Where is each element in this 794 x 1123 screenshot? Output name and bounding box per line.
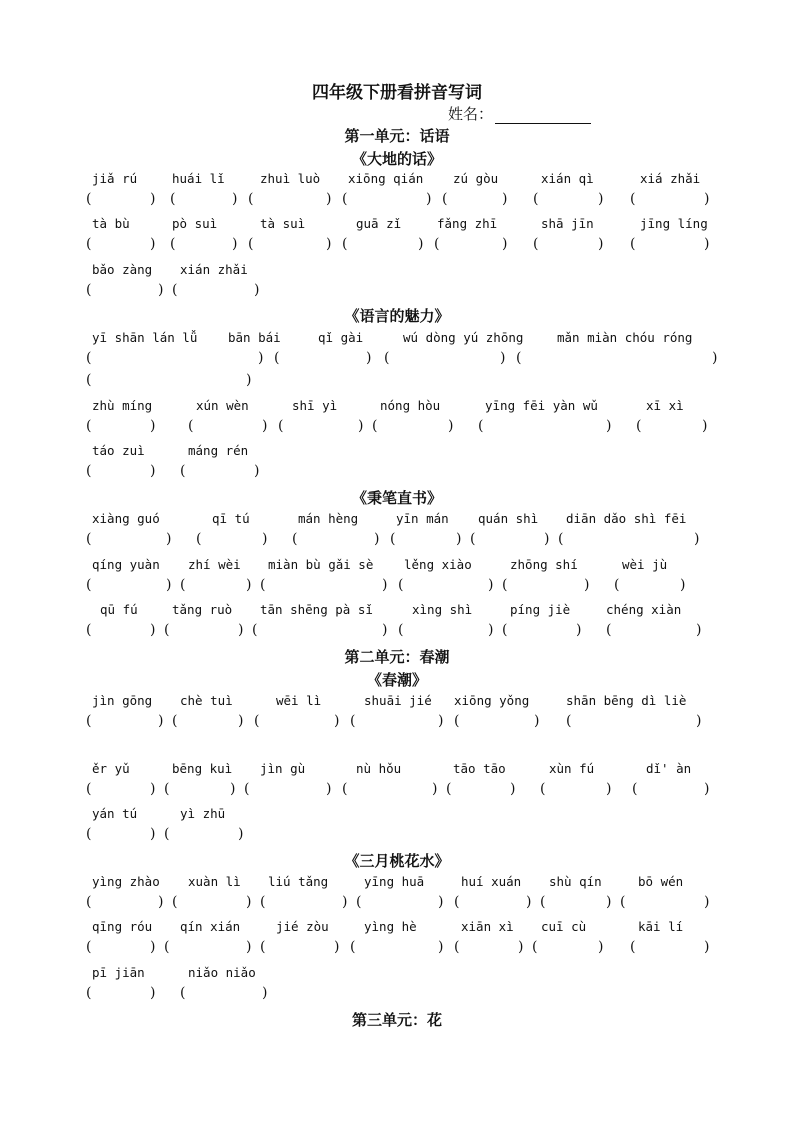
answer-blank-open: ( [86, 939, 92, 955]
pinyin-row [0, 262, 794, 282]
answer-blank-close: ) [166, 531, 172, 547]
pinyin-word: liú tǎng [268, 874, 329, 889]
answer-blank-open: ( [372, 418, 378, 434]
pinyin-word: cuī cù [541, 919, 587, 934]
pinyin-word: mán hèng [298, 511, 359, 526]
pinyin-word: xián zhǎi [180, 262, 248, 277]
answer-blank-close: ) [696, 713, 702, 729]
answer-blank-close: ) [606, 894, 612, 910]
answer-blank-open: ( [86, 463, 92, 479]
answer-blank-close: ) [238, 826, 244, 842]
answer-row [0, 939, 794, 959]
answer-blank-close: ) [526, 894, 532, 910]
answer-blank-close: ) [702, 418, 708, 434]
answer-blank-open: ( [454, 939, 460, 955]
pinyin-word: qī tú [212, 511, 250, 526]
answer-blank-close: ) [704, 939, 710, 955]
answer-blank-close: ) [158, 713, 164, 729]
answer-blank-close: ) [232, 191, 238, 207]
pinyin-word: xiōng yǒng [454, 693, 530, 708]
answer-blank-open: ( [398, 622, 404, 638]
pinyin-word: guā zǐ [356, 216, 402, 231]
answer-blank-close: ) [576, 622, 582, 638]
answer-blank-close: ) [326, 236, 332, 252]
pinyin-word: tǎng ruò [172, 602, 233, 617]
answer-blank-open: ( [292, 531, 298, 547]
answer-blank-open: ( [350, 939, 356, 955]
pinyin-word: tān shēng pà sǐ [260, 602, 373, 617]
answer-blank-open: ( [342, 191, 348, 207]
answer-blank-close: ) [258, 350, 264, 366]
pinyin-word: qín xián [180, 919, 241, 934]
answer-blank-open: ( [86, 713, 92, 729]
pinyin-word: pò suì [172, 216, 218, 231]
lesson-title: 《语言的魅力》 [344, 307, 450, 325]
answer-blank-open: ( [566, 713, 572, 729]
answer-blank-close: ) [712, 350, 718, 366]
answer-blank-close: ) [334, 939, 340, 955]
pinyin-word: shī yì [292, 398, 338, 413]
pinyin-word: jiǎ rú [92, 171, 138, 186]
pinyin-word: qǐ gài [318, 330, 364, 345]
answer-blank-open: ( [398, 577, 404, 593]
pinyin-row [0, 216, 794, 236]
pinyin-word: dǐ' àn [646, 761, 692, 776]
pinyin-word: tà suì [260, 216, 306, 231]
answer-blank-open: ( [342, 236, 348, 252]
answer-blank-open: ( [516, 350, 522, 366]
pinyin-row [0, 171, 794, 191]
pinyin-word: jié zòu [276, 919, 329, 934]
answer-blank-close: ) [382, 577, 388, 593]
answer-blank-open: ( [86, 622, 92, 638]
lesson-title: 《春潮》 [366, 671, 427, 689]
answer-blank-close: ) [694, 531, 700, 547]
answer-blank-open: ( [630, 236, 636, 252]
pinyin-word: xùn fú [549, 761, 595, 776]
answer-blank-close: ) [254, 282, 260, 298]
pinyin-word: huái lǐ [172, 171, 225, 186]
answer-blank-open: ( [632, 781, 638, 797]
answer-blank-open: ( [86, 282, 92, 298]
answer-row [0, 531, 794, 551]
answer-blank-close: ) [230, 781, 236, 797]
answer-blank-close: ) [704, 191, 710, 207]
pinyin-row [0, 398, 794, 418]
answer-blank-close: ) [150, 781, 156, 797]
answer-blank-close: ) [166, 577, 172, 593]
answer-blank-close: ) [246, 939, 252, 955]
answer-blank-close: ) [158, 894, 164, 910]
pinyin-row [0, 806, 794, 826]
pinyin-row [0, 330, 794, 350]
answer-blank-close: ) [326, 191, 332, 207]
pinyin-word: jìn gù [260, 761, 306, 776]
answer-blank-close: ) [150, 236, 156, 252]
answer-blank-open: ( [180, 985, 186, 1001]
answer-row [0, 713, 794, 733]
answer-blank-open: ( [86, 350, 92, 366]
answer-row [0, 191, 794, 211]
answer-blank-open: ( [442, 191, 448, 207]
answer-blank-close: ) [680, 577, 686, 593]
pinyin-word: xuàn lì [188, 874, 241, 889]
answer-blank-open: ( [188, 418, 194, 434]
pinyin-word: miàn bù gǎi sè [268, 557, 374, 572]
pinyin-word: xián qì [541, 171, 594, 186]
pinyin-word: yīng fēi yàn wǔ [485, 398, 598, 413]
answer-blank-open: ( [630, 939, 636, 955]
pinyin-row [0, 919, 794, 939]
answer-blank-open: ( [164, 826, 170, 842]
answer-blank-open: ( [244, 781, 250, 797]
answer-blank-close: ) [246, 372, 252, 388]
answer-blank-close: ) [158, 282, 164, 298]
answer-blank-open: ( [86, 985, 92, 1001]
answer-blank-open: ( [260, 577, 266, 593]
answer-blank-close: ) [382, 622, 388, 638]
answer-blank-close: ) [488, 577, 494, 593]
pinyin-word: kāi lí [638, 919, 684, 934]
answer-blank-open: ( [164, 939, 170, 955]
answer-blank-close: ) [704, 236, 710, 252]
pinyin-word: bō wén [638, 874, 684, 889]
answer-blank-open: ( [502, 577, 508, 593]
answer-blank-open: ( [384, 350, 390, 366]
lesson-title: 《三月桃花水》 [344, 852, 450, 870]
pinyin-word: pī jiān [92, 965, 145, 980]
answer-blank-close: ) [150, 939, 156, 955]
answer-blank-open: ( [164, 781, 170, 797]
answer-blank-close: ) [438, 713, 444, 729]
answer-blank-open: ( [532, 939, 538, 955]
answer-blank-close: ) [342, 894, 348, 910]
pinyin-word: huí xuán [461, 874, 522, 889]
answer-blank-open: ( [86, 826, 92, 842]
answer-blank-close: ) [438, 894, 444, 910]
pinyin-word: bān bái [228, 330, 281, 345]
answer-blank-close: ) [584, 577, 590, 593]
pinyin-word: wú dòng yú zhōng [403, 330, 524, 345]
answer-blank-open: ( [172, 894, 178, 910]
pinyin-word: píng jiè [510, 602, 571, 617]
name-field [448, 103, 591, 124]
answer-blank-open: ( [170, 236, 176, 252]
pinyin-row [0, 557, 794, 577]
answer-blank-open: ( [558, 531, 564, 547]
answer-blank-close: ) [704, 894, 710, 910]
answer-blank-open: ( [172, 282, 178, 298]
pinyin-word: shān bēng dì liè [566, 693, 687, 708]
name-blank[interactable] [495, 109, 591, 124]
answer-blank-open: ( [350, 713, 356, 729]
answer-blank-close: ) [500, 350, 506, 366]
answer-blank-close: ) [150, 985, 156, 1001]
answer-blank-open: ( [252, 622, 258, 638]
pinyin-word: yìng hè [364, 919, 417, 934]
pinyin-word: diān dǎo shì fēi [566, 511, 687, 526]
pinyin-word: chè tuì [180, 693, 233, 708]
pinyin-word: xiá zhǎi [640, 171, 701, 186]
lesson-title: 《秉笔直书》 [351, 489, 442, 507]
answer-blank-close: ) [150, 418, 156, 434]
pinyin-word: bēng kuì [172, 761, 233, 776]
answer-blank-open: ( [180, 577, 186, 593]
pinyin-word: jīng líng [640, 216, 708, 231]
answer-row [0, 577, 794, 597]
pinyin-word: yán tú [92, 806, 138, 821]
pinyin-word: qíng yuàn [92, 557, 160, 572]
answer-blank-open: ( [172, 713, 178, 729]
answer-blank-open: ( [86, 236, 92, 252]
pinyin-word: mǎn miàn chóu róng [557, 330, 693, 345]
pinyin-word: xī xì [646, 398, 684, 413]
answer-blank-open: ( [86, 418, 92, 434]
pinyin-word: tāo tāo [453, 761, 506, 776]
answer-blank-open: ( [164, 622, 170, 638]
answer-blank-close: ) [246, 894, 252, 910]
answer-blank-open: ( [390, 531, 396, 547]
pinyin-row [0, 965, 794, 985]
answer-blank-close: ) [150, 826, 156, 842]
answer-blank-close: ) [426, 191, 432, 207]
pinyin-word: yīng huā [364, 874, 425, 889]
pinyin-word: shù qín [549, 874, 602, 889]
answer-blank-close: ) [598, 191, 604, 207]
pinyin-word: zhù míng [92, 398, 153, 413]
unit-heading: 第一单元：话语 [344, 127, 450, 145]
answer-blank-close: ) [502, 191, 508, 207]
pinyin-word: shā jīn [541, 216, 594, 231]
pinyin-word: xún wèn [196, 398, 249, 413]
pinyin-word: táo zuì [92, 443, 145, 458]
answer-blank-open: ( [478, 418, 484, 434]
answer-blank-close: ) [334, 713, 340, 729]
answer-blank-open: ( [434, 236, 440, 252]
answer-blank-open: ( [470, 531, 476, 547]
answer-blank-open: ( [86, 372, 92, 388]
answer-blank-open: ( [248, 236, 254, 252]
answer-blank-close: ) [238, 622, 244, 638]
name-label: 姓名： [448, 105, 494, 123]
pinyin-row [0, 761, 794, 781]
pinyin-row [0, 602, 794, 622]
answer-blank-open: ( [278, 418, 284, 434]
pinyin-word: xiōng qián [348, 171, 424, 186]
answer-blank-close: ) [606, 781, 612, 797]
pinyin-word: xiàng guó [92, 511, 160, 526]
answer-blank-open: ( [86, 894, 92, 910]
answer-blank-close: ) [326, 781, 332, 797]
answer-blank-open: ( [196, 531, 202, 547]
answer-blank-open: ( [454, 713, 460, 729]
answer-row [0, 418, 794, 438]
answer-blank-close: ) [448, 418, 454, 434]
answer-blank-close: ) [696, 622, 702, 638]
pinyin-word: zhuì luò [260, 171, 321, 186]
pinyin-word: tà bù [92, 216, 130, 231]
answer-row [0, 372, 794, 392]
answer-blank-open: ( [533, 191, 539, 207]
answer-blank-close: ) [544, 531, 550, 547]
page-title: 四年级下册看拼音写词 [312, 83, 482, 103]
answer-row [0, 894, 794, 914]
pinyin-word: xiān xì [461, 919, 514, 934]
answer-blank-close: ) [150, 463, 156, 479]
answer-blank-open: ( [254, 713, 260, 729]
answer-blank-close: ) [238, 713, 244, 729]
answer-row [0, 282, 794, 302]
pinyin-word: chéng xiàn [606, 602, 682, 617]
answer-blank-close: ) [488, 622, 494, 638]
answer-blank-close: ) [366, 350, 372, 366]
pinyin-word: qū fú [100, 602, 138, 617]
answer-blank-close: ) [254, 463, 260, 479]
pinyin-word: yī shān lán lǚ [92, 330, 198, 345]
answer-blank-close: ) [150, 191, 156, 207]
answer-blank-open: ( [248, 191, 254, 207]
answer-row [0, 622, 794, 642]
pinyin-word: yìng zhào [92, 874, 160, 889]
answer-blank-open: ( [630, 191, 636, 207]
pinyin-word: fǎng zhī [437, 216, 498, 231]
answer-blank-close: ) [518, 939, 524, 955]
unit-heading: 第二单元：春潮 [344, 648, 450, 666]
pinyin-row [0, 511, 794, 531]
answer-blank-close: ) [456, 531, 462, 547]
pinyin-word: shuāi jié [364, 693, 432, 708]
answer-blank-open: ( [86, 191, 92, 207]
answer-blank-close: ) [232, 236, 238, 252]
pinyin-word: xìng shì [412, 602, 473, 617]
pinyin-row [0, 693, 794, 713]
answer-blank-open: ( [260, 894, 266, 910]
answer-blank-open: ( [170, 191, 176, 207]
pinyin-word: zhōng shí [510, 557, 578, 572]
answer-blank-close: ) [704, 781, 710, 797]
pinyin-word: bǎo zàng [92, 262, 153, 277]
answer-blank-open: ( [636, 418, 642, 434]
answer-blank-close: ) [262, 531, 268, 547]
answer-blank-open: ( [502, 622, 508, 638]
answer-blank-close: ) [598, 236, 604, 252]
pinyin-word: nóng hòu [380, 398, 441, 413]
pinyin-word: nù hǒu [356, 761, 402, 776]
pinyin-row [0, 874, 794, 894]
answer-blank-open: ( [620, 894, 626, 910]
lesson-title: 《大地的话》 [351, 150, 442, 168]
pinyin-word: quán shì [478, 511, 539, 526]
answer-blank-close: ) [262, 985, 268, 1001]
answer-blank-open: ( [86, 577, 92, 593]
pinyin-word: wēi lì [276, 693, 322, 708]
answer-blank-open: ( [446, 781, 452, 797]
answer-blank-close: ) [262, 418, 268, 434]
answer-blank-close: ) [418, 236, 424, 252]
pinyin-word: lěng xiào [404, 557, 472, 572]
pinyin-word: wèi jù [622, 557, 668, 572]
answer-blank-close: ) [510, 781, 516, 797]
answer-blank-close: ) [374, 531, 380, 547]
answer-blank-open: ( [533, 236, 539, 252]
answer-blank-open: ( [86, 781, 92, 797]
answer-row [0, 826, 794, 846]
answer-blank-open: ( [180, 463, 186, 479]
answer-row [0, 350, 794, 370]
answer-blank-open: ( [356, 894, 362, 910]
answer-row [0, 236, 794, 256]
answer-blank-close: ) [598, 939, 604, 955]
answer-blank-open: ( [86, 531, 92, 547]
answer-blank-close: ) [432, 781, 438, 797]
answer-blank-open: ( [540, 781, 546, 797]
answer-blank-close: ) [534, 713, 540, 729]
pinyin-word: yīn mán [396, 511, 449, 526]
answer-blank-open: ( [606, 622, 612, 638]
pinyin-word: jìn gōng [92, 693, 153, 708]
answer-blank-close: ) [502, 236, 508, 252]
answer-blank-close: ) [246, 577, 252, 593]
answer-row [0, 463, 794, 483]
answer-blank-open: ( [614, 577, 620, 593]
answer-row [0, 781, 794, 801]
answer-blank-open: ( [260, 939, 266, 955]
pinyin-word: zú gòu [453, 171, 499, 186]
unit-heading: 第三单元：花 [351, 1011, 442, 1029]
pinyin-word: máng rén [188, 443, 249, 458]
answer-blank-open: ( [540, 894, 546, 910]
answer-blank-open: ( [454, 894, 460, 910]
pinyin-word: ěr yǔ [92, 761, 130, 776]
pinyin-row [0, 443, 794, 463]
answer-blank-close: ) [438, 939, 444, 955]
answer-blank-close: ) [358, 418, 364, 434]
pinyin-word: niǎo niǎo [188, 965, 256, 980]
answer-row [0, 985, 794, 1005]
answer-blank-close: ) [606, 418, 612, 434]
pinyin-word: yì zhū [180, 806, 226, 821]
answer-blank-close: ) [150, 622, 156, 638]
pinyin-word: zhí wèi [188, 557, 241, 572]
answer-blank-open: ( [342, 781, 348, 797]
answer-blank-open: ( [274, 350, 280, 366]
pinyin-word: qīng róu [92, 919, 153, 934]
